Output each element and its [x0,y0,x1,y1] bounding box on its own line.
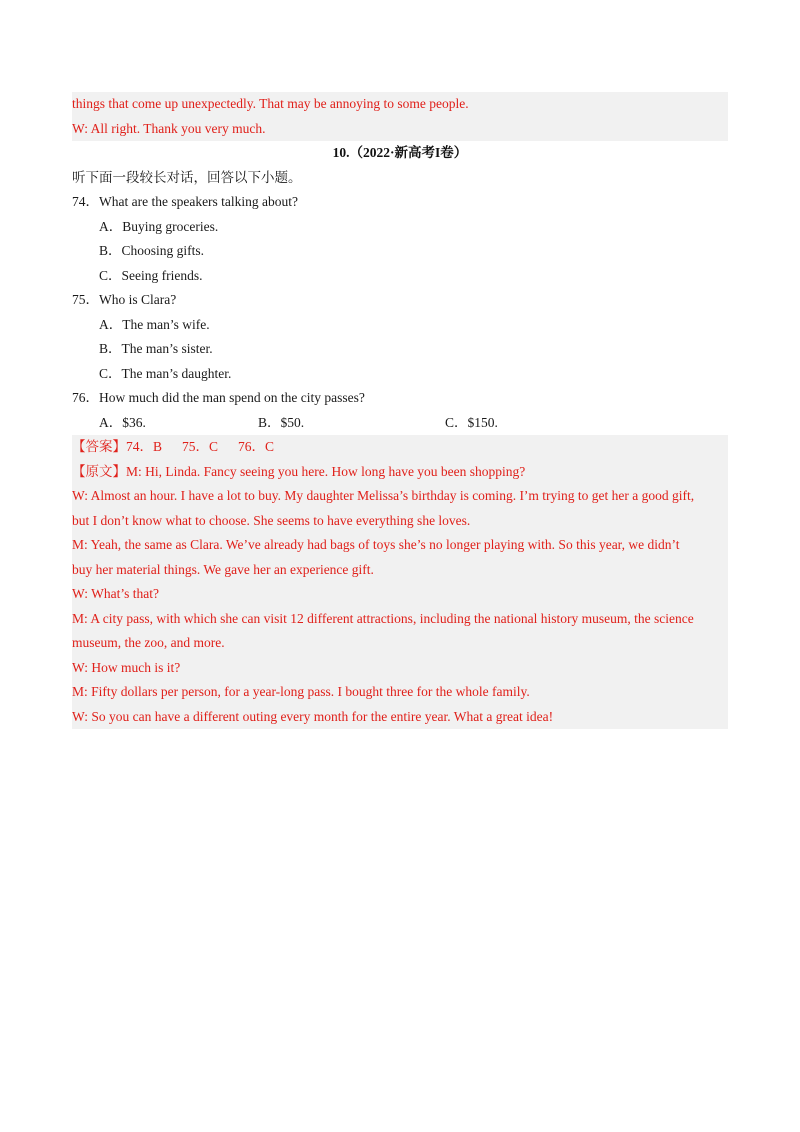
answer-item: 75．C [182,439,219,454]
transcript-line: W: So you can have a different outing every month for the entire year. What a great idea! [72,708,554,724]
transcript-line: W: Almost an hour. I have a lot to buy. My daughter Melissa’s birthday is coming. I’m trying to get her a good gift, [72,488,695,503]
transcript-line: W: How much is it? [72,659,181,675]
option-76-a: A．$36. [99,414,146,430]
option-76-b: B．$50. [258,414,305,430]
option-74-b: B．Choosing gifts. [99,243,205,258]
document-page [72,92,728,729]
option-75-b: B．The man’s sister. [99,341,213,356]
transcript-line: M: Yeah, the same as Clara. We’ve already had bags of toys she’s no longer playing with. So this year, we didn’t [72,537,680,552]
option-74-a: A．Buying groceries. [99,218,219,234]
transcript-label: 【原文】 [72,463,126,479]
answer-item: 76．C [238,439,275,454]
transcript-line: but I don’t know what to choose. She seems to have everything she loves. [72,512,471,528]
option-75-a: A．The man’s wife. [99,316,210,332]
question-instruction: 听下面一段较长对话，回答以下小题。 [72,169,302,185]
previous-transcript-block [72,92,728,141]
transcript-closing-line: W: All right. Thank you very much. [72,120,266,136]
answer-transcript-block [72,435,728,729]
transcript-continuation-line: things that come up unexpectedly. That may be annoying to some people. [72,96,469,111]
question-stem-74: 74．What are the speakers talking about? [72,194,299,209]
option-76-c: C．$150. [445,414,498,430]
option-74-c: C．Seeing friends. [99,267,203,283]
question-heading: 10.（2022·新高考I卷） [332,145,468,160]
transcript-line [72,460,728,485]
question-stem-76: 76．How much did the man spend on the city passes? [72,390,365,405]
transcript-text: M: Hi, Linda. Fancy seeing you here. How long have you been shopping? [126,463,526,479]
transcript-line: museum, the zoo, and more. [72,635,225,650]
transcript-line: M: A city pass, with which she can visit 12 different attractions, including the national history museum, the science [72,610,694,626]
answer-label: 【答案】 [72,439,126,454]
transcript-line: W: What’s that? [72,586,159,601]
options-row-76 [72,411,728,436]
option-75-c: C．The man’s daughter. [99,365,232,381]
transcript-line: M: Fifty dollars per person, for a year-long pass. I bought three for the whole family. [72,684,530,699]
answer-line [72,435,728,460]
transcript-line: buy her material things. We gave her an experience gift. [72,561,374,577]
question-stem-75: 75．Who is Clara? [72,292,177,307]
answer-item: 74．B [126,439,163,454]
